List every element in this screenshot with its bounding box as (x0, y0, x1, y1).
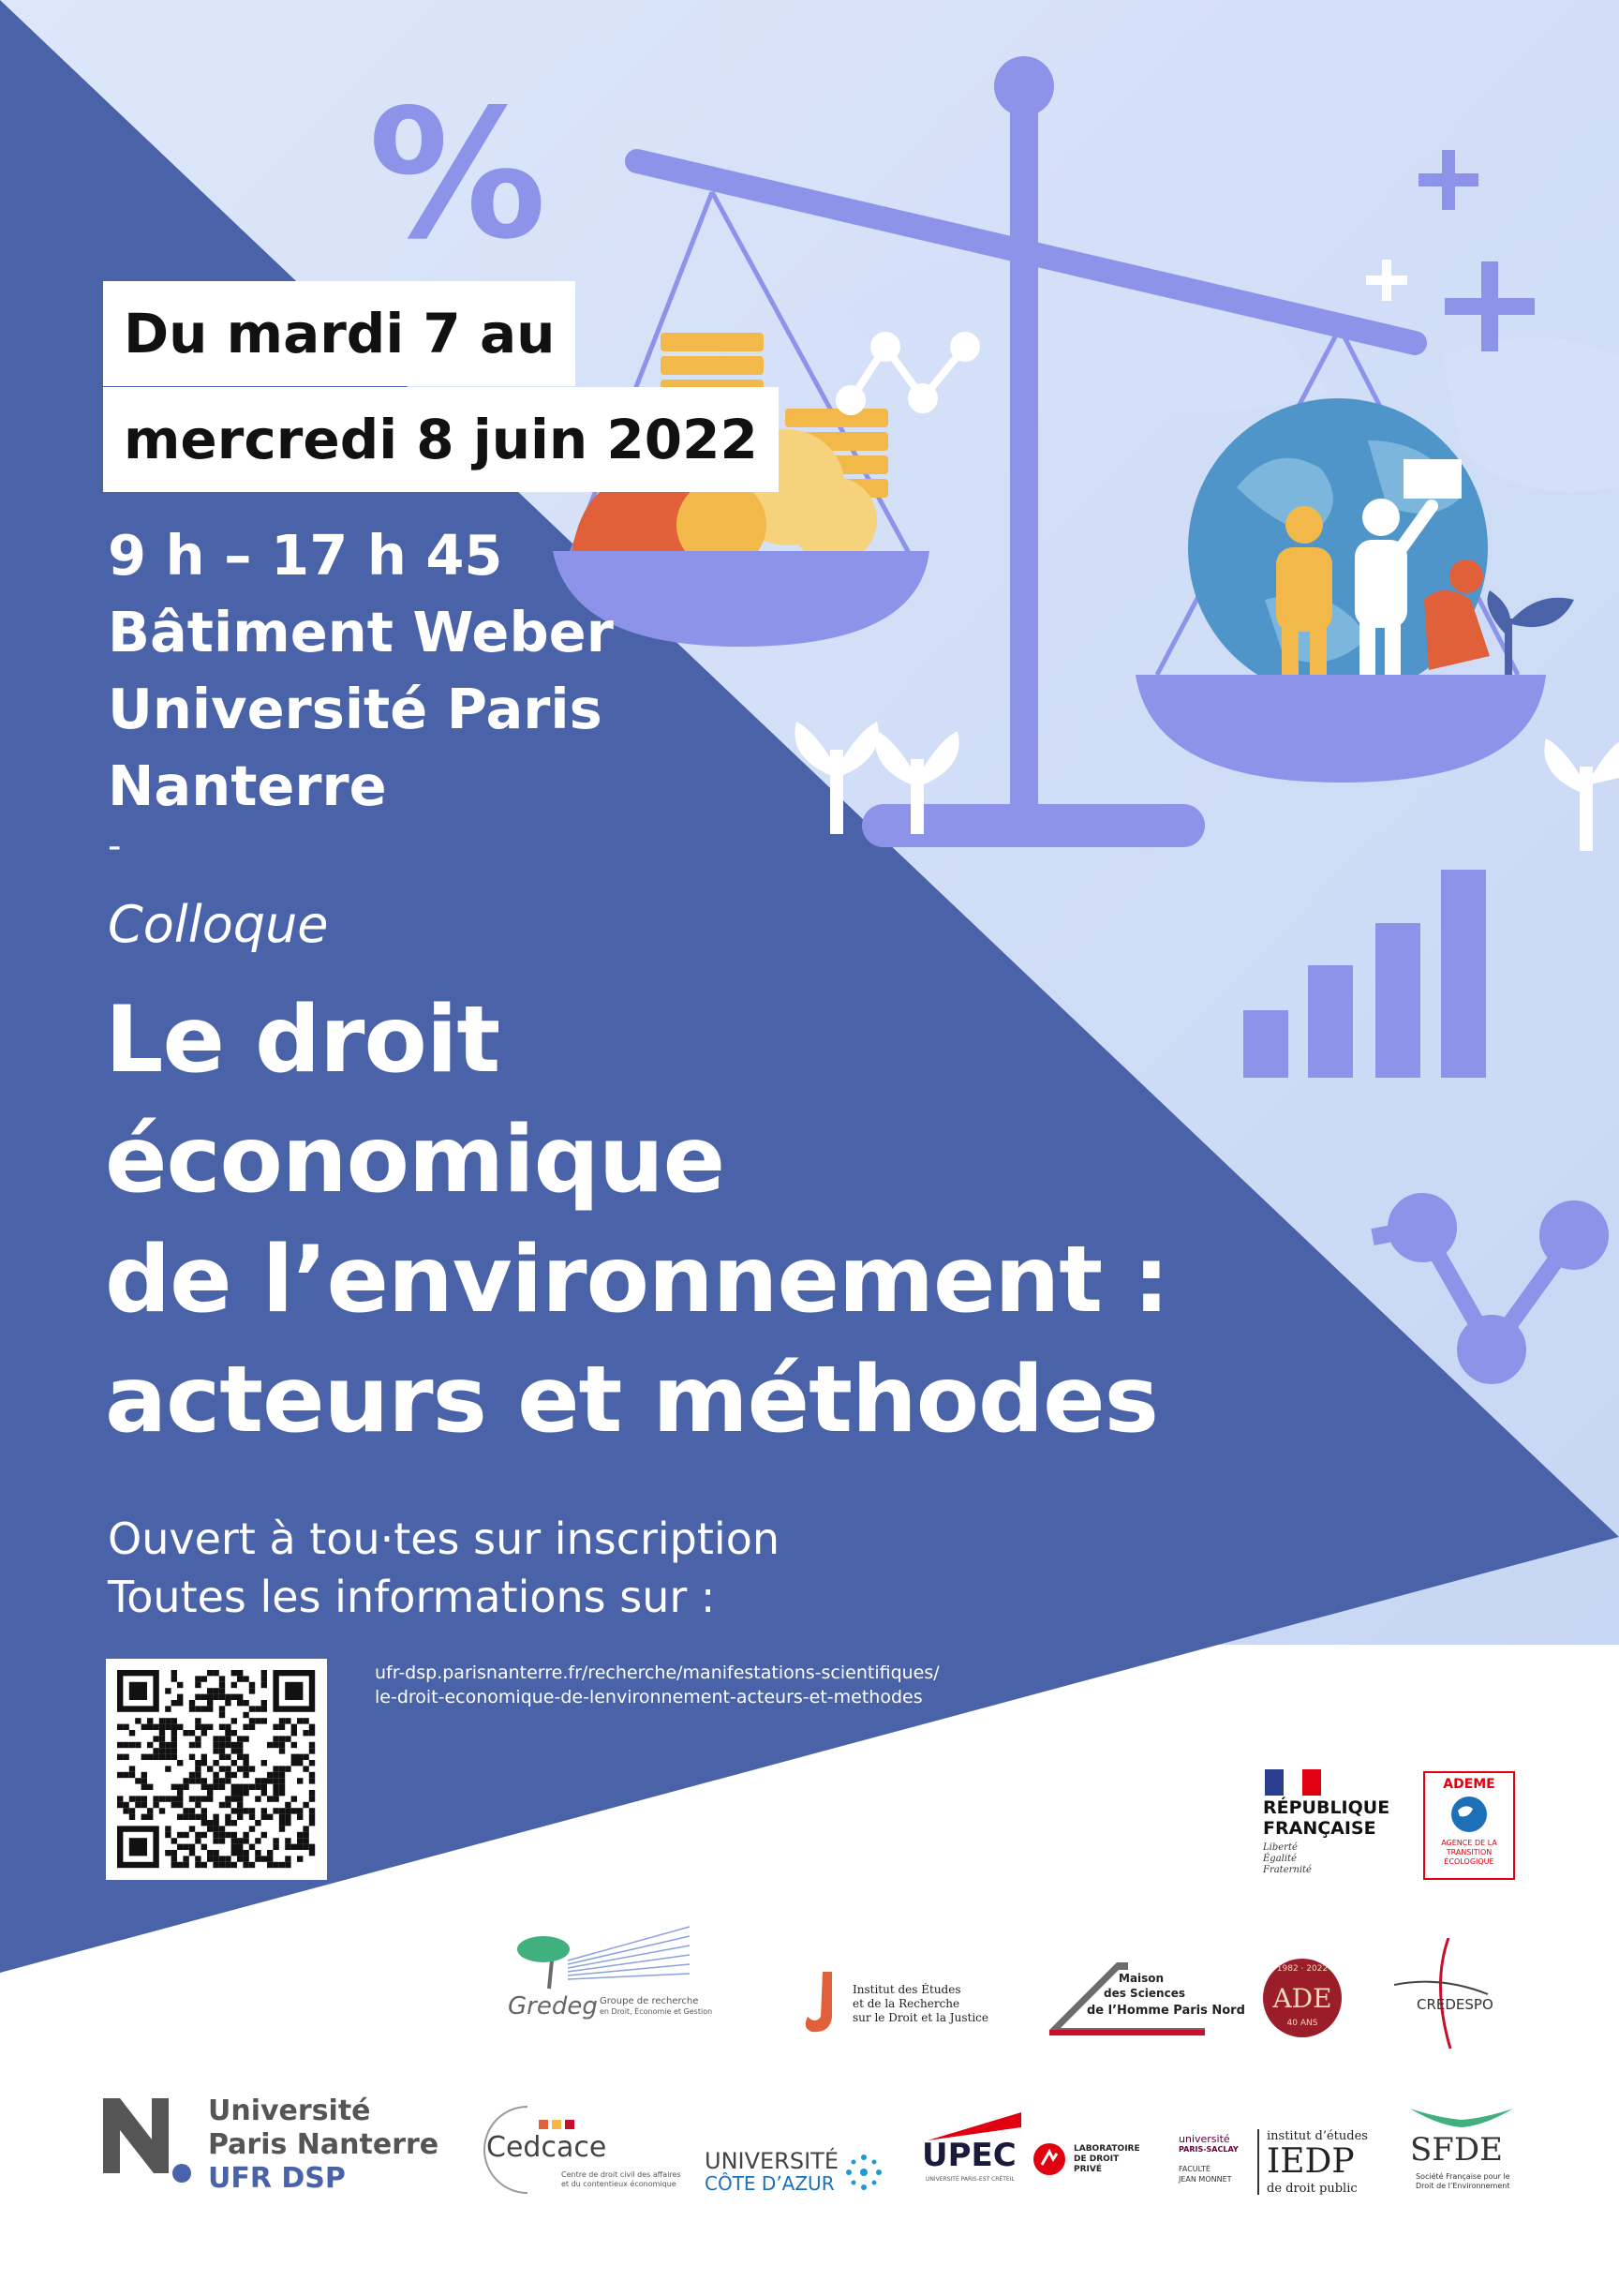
universite-cote-azur-logo: UNIVERSITÉ CÔTE D’AZUR (705, 2144, 892, 2200)
cedcace-square-icon (539, 2120, 548, 2129)
title-line-4: acteurs et méthodes (105, 1347, 1158, 1454)
iedp-logo: institut d’études IEDP de droit public (1257, 2129, 1379, 2204)
qr-code-icon (106, 1659, 327, 1880)
ierdj-logo: Institut des Études et de la Recherche sur le Droit et la Justice (802, 1972, 989, 2037)
date-line-1: Du mardi 7 au (103, 281, 575, 386)
marianne-icon (1265, 1769, 1321, 1796)
title-line-2: économique (105, 1107, 725, 1214)
gredeg-logo: Gredeg Groupe de recherche en Droit, Économie et Gestion (502, 1923, 699, 2035)
tree-icon (502, 1923, 690, 1998)
ademe-logo: ADEME AGENCE DE LA TRANSITION ÉCOLOGIQUE (1423, 1771, 1515, 1880)
stars-icon (841, 2150, 886, 2195)
cedcace-logo: Cedcace Centre de droit civil des affaires et du contentieux économique (471, 2103, 659, 2197)
republique-francaise-logo: RÉPUBLIQUE FRANÇAISE Liberté Égalité Fraternité (1260, 1769, 1391, 1882)
registration-line-2: Toutes les informations sur : (108, 1572, 716, 1622)
event-university-line1: Université Paris (108, 677, 602, 741)
event-university-line2: Nanterre (108, 753, 387, 818)
separator: - (108, 825, 122, 868)
iedp-divider (1257, 2129, 1259, 2195)
ldp-circle-icon (1032, 2142, 1066, 2176)
upec-logo: UPEC UNIVERSITÉ PARIS-EST CRÉTEIL LABORATOIRE DE DROIT PRIVÉ (922, 2112, 1147, 2197)
registration-line-1: Ouvert à tou·tes sur inscription (108, 1513, 780, 1564)
msh-paris-nord-logo: Maison des Sciences de l’Homme Paris Nord (1049, 1957, 1209, 2035)
ade-logo: 1982 · 2022 ADE 40 ANS (1263, 1959, 1342, 2037)
credespo-mark-icon (1394, 1938, 1497, 2050)
info-url-line-2[interactable]: le-droit-economique-de-lenvironnement-acteurs-et-methodes (375, 1687, 923, 1707)
nanterre-n-icon (103, 2098, 178, 2177)
percent-icon: % (368, 71, 547, 278)
event-type: Colloque (108, 895, 329, 954)
date-line-2: mercredi 8 juin 2022 (103, 387, 779, 492)
qr-code[interactable] (106, 1659, 327, 1880)
blue-dot-icon (171, 2162, 193, 2184)
earth-icon (1450, 1796, 1488, 1833)
credespo-logo: CREDESPO (1394, 1938, 1497, 2050)
info-url-line-1[interactable]: ufr-dsp.parisnanterre.fr/recherche/manifestations-scientifiques/ (375, 1662, 940, 1683)
cedcace-square-icon (552, 2120, 561, 2129)
cedcace-square-icon (565, 2120, 574, 2129)
ierdj-mark-icon (802, 1972, 839, 2034)
universite-paris-nanterre-logo: Université Paris Nanterre UFR DSP (103, 2095, 422, 2198)
sfde-wings-icon (1410, 2103, 1513, 2131)
sfde-logo: SFDE Société Française pour le Droit de l’Environnement (1410, 2103, 1522, 2206)
event-time: 9 h – 17 h 45 (108, 523, 503, 588)
title-line-3: de l’environnement : (105, 1227, 1169, 1334)
title-line-1: Le droit (105, 987, 500, 1094)
paris-saclay-logo: université PARIS-SACLAY FACULTÉ JEAN MONNET (1179, 2133, 1239, 2184)
event-building: Bâtiment Weber (108, 600, 614, 664)
